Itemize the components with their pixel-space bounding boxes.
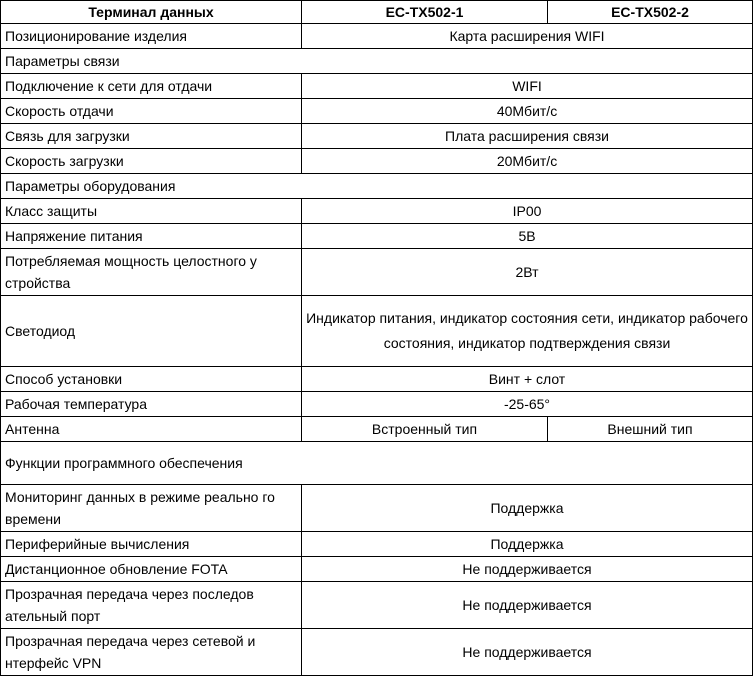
header-model-2: EC-TX502-2	[548, 1, 753, 24]
row-value: IP00	[302, 199, 753, 224]
section-row	[1, 49, 753, 74]
table-row	[1, 24, 753, 49]
row-value: Не поддерживается	[302, 629, 753, 676]
row-label: Способ установки	[1, 367, 302, 392]
section-row	[1, 174, 753, 199]
table-row	[1, 417, 753, 442]
table-row	[1, 99, 753, 124]
header-model-1: EC-TX502-1	[302, 1, 548, 24]
table-row	[1, 367, 753, 392]
row-label: Напряжение питания	[1, 224, 302, 249]
row-value-model-2: Внешний тип	[548, 417, 753, 442]
row-label: Прозрачная передача через сетевой и нтерфейс VPN	[1, 629, 302, 676]
table-row	[1, 249, 753, 296]
row-label: Скорость отдачи	[1, 99, 302, 124]
section-label: Параметры оборудования	[1, 174, 753, 199]
row-value: Плата расширения связи	[302, 124, 753, 149]
row-label: Скорость загрузки	[1, 149, 302, 174]
row-label: Прозрачная передача через последов ательный порт	[1, 582, 302, 629]
row-label: Подключение к сети для отдачи	[1, 74, 302, 99]
table-row	[1, 124, 753, 149]
row-value: -25-65°	[302, 392, 753, 417]
table-row	[1, 224, 753, 249]
row-value: Поддержка	[302, 485, 753, 532]
row-value: Индикатор питания, индикатор состояния сети, индикатор рабочего состояния, индикатор подтверждения связи	[302, 296, 753, 367]
section-label: Функции программного обеспечения	[1, 442, 753, 485]
table-row	[1, 629, 753, 676]
section-row	[1, 442, 753, 485]
row-value: Карта расширения WIFI	[302, 24, 753, 49]
table-row	[1, 557, 753, 582]
table-row	[1, 74, 753, 99]
row-value: Поддержка	[302, 532, 753, 557]
row-value: 20Мбит/с	[302, 149, 753, 174]
row-label: Класс защиты	[1, 199, 302, 224]
row-value: Не поддерживается	[302, 557, 753, 582]
table-row	[1, 296, 753, 367]
row-value: 2Вт	[302, 249, 753, 296]
table-row	[1, 532, 753, 557]
row-value: Винт + слот	[302, 367, 753, 392]
row-label: Антенна	[1, 417, 302, 442]
section-label: Параметры связи	[1, 49, 753, 74]
row-value: 5В	[302, 224, 753, 249]
row-label: Потребляемая мощность целостного у стройства	[1, 249, 302, 296]
row-label: Дистанционное обновление FOTA	[1, 557, 302, 582]
table-row	[1, 582, 753, 629]
header-terminal: Терминал данных	[1, 1, 302, 24]
row-label: Позиционирование изделия	[1, 24, 302, 49]
row-value: 40Мбит/с	[302, 99, 753, 124]
table-row	[1, 392, 753, 417]
table-row	[1, 149, 753, 174]
row-label: Светодиод	[1, 296, 302, 367]
header-row	[1, 1, 753, 24]
row-value: Не поддерживается	[302, 582, 753, 629]
row-label: Периферийные вычисления	[1, 532, 302, 557]
row-label: Рабочая температура	[1, 392, 302, 417]
row-value-model-1: Встроенный тип	[302, 417, 548, 442]
row-value: WIFI	[302, 74, 753, 99]
row-label: Связь для загрузки	[1, 124, 302, 149]
table-row	[1, 199, 753, 224]
table-row	[1, 485, 753, 532]
row-label: Мониторинг данных в режиме реально го времени	[1, 485, 302, 532]
